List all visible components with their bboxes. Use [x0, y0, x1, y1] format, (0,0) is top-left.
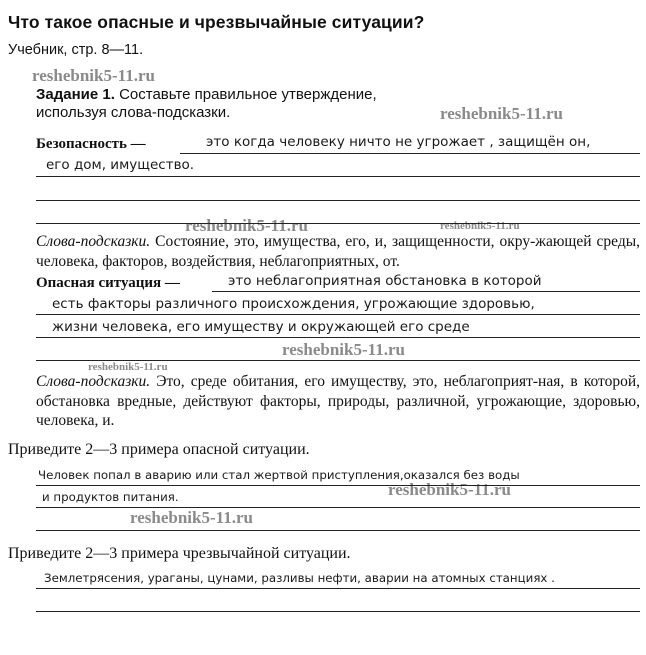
- hints-2-text: Это, среде обитания, его имуществу, это, неблагоприят-ная, в которой, обстановка вредные, действуют факторы, природы, различной, угрожающие, здоровью, человека, и.: [36, 373, 641, 429]
- answer-line: [36, 611, 640, 612]
- watermark: reshebnik5-11.ru: [440, 104, 563, 123]
- question-1: Приведите 2—3 примера опасной ситуации.: [8, 441, 310, 458]
- watermark: reshebnik5-11.ru: [185, 216, 308, 235]
- answer-line: [36, 588, 640, 589]
- task-1-label: Задание 1.: [36, 86, 115, 103]
- answer-line: [36, 223, 640, 224]
- hints-1-text: Состояние, это, имущества, его, и, защищенности, окру-жающей среды, человека, факторов, воздействия, неблагоприятных, от.: [36, 233, 641, 270]
- danger-answer-line2: есть факторы различного происхождения, угрожающие здоровью,: [52, 296, 535, 312]
- answer-line: [36, 485, 640, 486]
- watermark: reshebnik5-11.ru: [130, 508, 253, 527]
- question-1-answer-line1: Человек попал в аварию или стал жертвой приступления,оказался без воды: [38, 468, 520, 482]
- hints-1: [36, 232, 640, 271]
- answer-line: [36, 507, 640, 508]
- task-1: [36, 86, 377, 122]
- hints-2-label: Слова-подсказки.: [36, 373, 151, 390]
- watermark: reshebnik5-11.ru: [388, 480, 511, 499]
- answer-line: [212, 291, 640, 292]
- answer-line: [36, 200, 640, 201]
- page-title: Что такое опасные и чрезвычайные ситуации?: [8, 12, 425, 32]
- hints-2: [36, 372, 640, 431]
- hints-1-label: Слова-подсказки.: [36, 233, 151, 250]
- answer-line: [36, 360, 640, 361]
- answer-line: [36, 337, 640, 338]
- answer-line: [180, 153, 640, 154]
- task-1-text-line2: используя слова-подсказки.: [36, 104, 231, 121]
- watermark: reshebnik5-11.ru: [32, 66, 155, 85]
- safety-answer-line1: это когда человеку ничто не угрожает , защищён он,: [206, 134, 591, 150]
- danger-answer-line3: жизни человека, его имуществу и окружающей его среде: [52, 319, 470, 335]
- answer-line: [36, 530, 640, 531]
- watermark: reshebnik5-11.ru: [440, 220, 520, 232]
- task-1-text-line1: Составьте правильное утверждение,: [119, 86, 377, 103]
- danger-answer-line1: это неблагоприятная обстановка в которой: [228, 273, 542, 289]
- answer-line: [36, 314, 640, 315]
- question-2: Приведите 2—3 примера чрезвычайной ситуации.: [8, 545, 351, 562]
- answer-line: [36, 176, 640, 177]
- safety-term: Безопасность —: [36, 136, 146, 152]
- safety-answer-line2: его дом, имущество.: [46, 157, 195, 173]
- textbook-reference: Учебник, стр. 8—11.: [8, 42, 144, 58]
- question-2-answer-line1: Землетрясения, ураганы, цунами, разливы нефти, аварии на атомных станциях .: [44, 571, 555, 585]
- watermark: reshebnik5-11.ru: [88, 361, 168, 373]
- question-1-answer-line2: и продуктов питания.: [42, 490, 179, 504]
- danger-term: Опасная ситуация —: [36, 275, 180, 291]
- watermark: reshebnik5-11.ru: [282, 340, 405, 359]
